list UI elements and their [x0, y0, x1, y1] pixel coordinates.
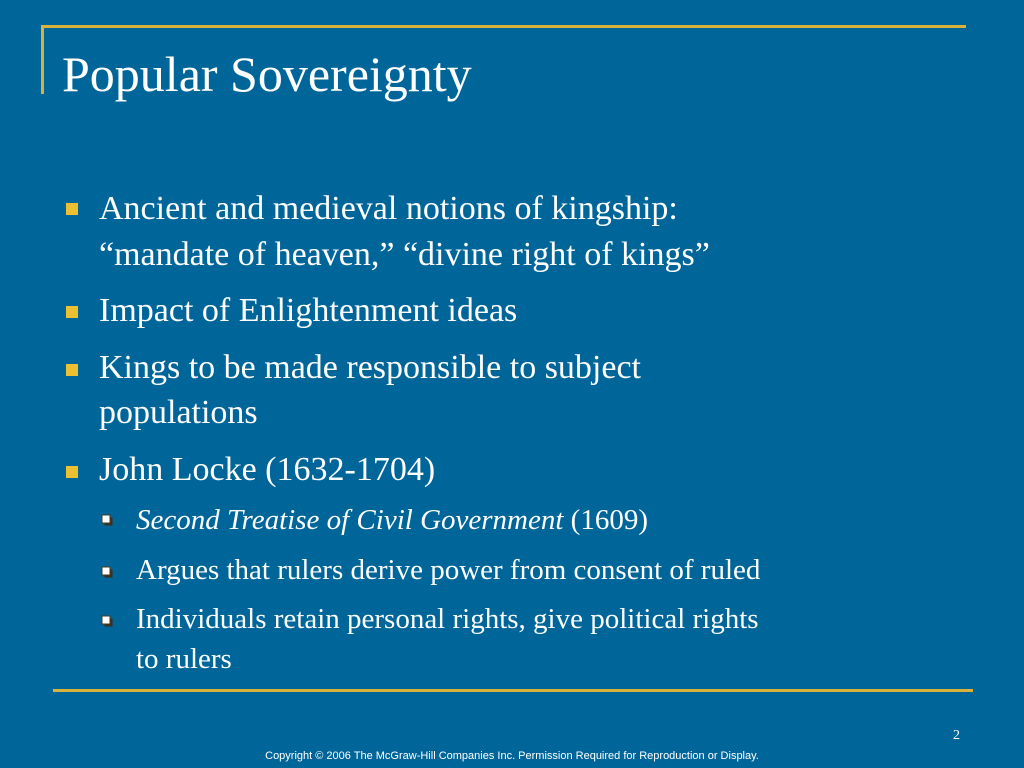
square-bullet-icon — [66, 364, 78, 376]
frame-top-rule — [41, 25, 966, 28]
sub-bullet-text-line: to rulers — [136, 643, 232, 675]
bullet-text-line: populations — [99, 394, 258, 431]
book-year: (1609) — [563, 504, 648, 536]
page-number: 2 — [953, 728, 960, 743]
hollow-square-bullet-icon — [101, 615, 114, 628]
square-bullet-icon — [66, 306, 78, 318]
sub-bullet-text-line: Individuals retain personal rights, give political rights — [136, 603, 759, 635]
square-bullet-icon — [66, 466, 78, 478]
bullet-text-line: Impact of Enlightenment ideas — [99, 292, 518, 329]
bullet-text-line: Kings to be made responsible to subject — [99, 349, 642, 386]
hollow-square-bullet-icon — [101, 514, 114, 527]
bullet-text-line: “mandate of heaven,” “divine right of kings” — [99, 236, 710, 273]
frame-bottom-rule — [53, 689, 973, 692]
frame-left-rule — [41, 25, 44, 94]
square-bullet-icon — [66, 203, 78, 215]
slide-title: Popular Sovereignty — [62, 46, 472, 102]
sub-bullet-text-line: Argues that rulers derive power from consent of ruled — [136, 554, 761, 586]
book-title: Second Treatise of Civil Government — [136, 504, 564, 536]
bullet-text-line: John Locke (1632-1704) — [99, 451, 436, 488]
hollow-square-bullet-icon — [101, 566, 114, 579]
sub-bullet-text-line — [136, 501, 648, 539]
bullet-text-line: Ancient and medieval notions of kingship: — [99, 190, 678, 227]
copyright-footer: Copyright © 2006 The McGraw-Hill Companies Inc. Permission Required for Reproduction or Display. — [265, 750, 759, 762]
